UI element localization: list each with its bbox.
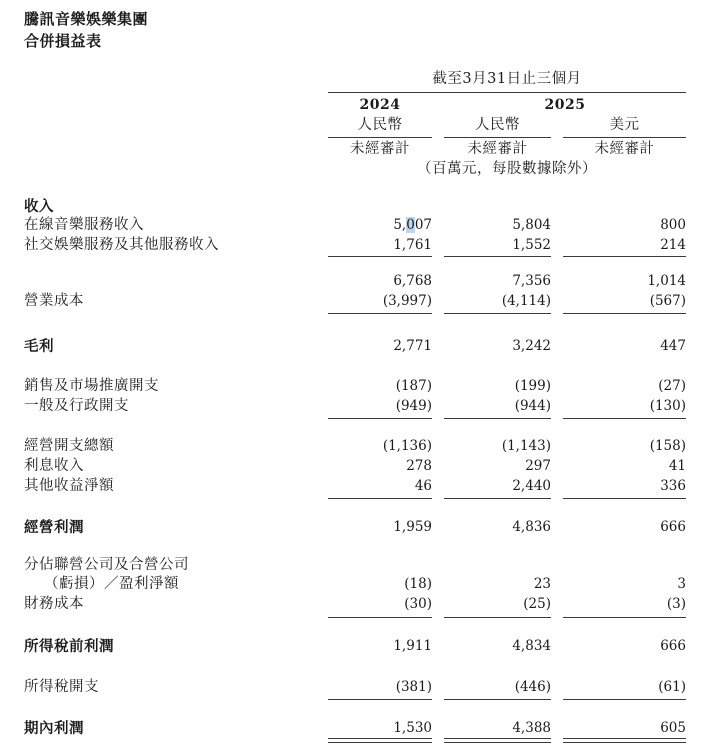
- table-row-label: 毛利: [24, 338, 54, 355]
- subtotal-rule-col3: [563, 256, 686, 257]
- table-row-label: 其他收益淨額: [24, 478, 114, 494]
- table-cell: 5,804: [512, 217, 551, 233]
- table-row-label: 銷售及市場推廣開支: [24, 378, 159, 394]
- table-cell: 1,014: [647, 273, 686, 289]
- year-2025-header: 2025: [544, 97, 586, 113]
- opex-rule-col3: [563, 418, 686, 419]
- table-cell: 3,242: [512, 338, 551, 354]
- table-cell: 278: [406, 458, 432, 474]
- operating-profit-rule-col3: [563, 498, 686, 499]
- company-name: 騰訊音樂娛樂集團: [24, 10, 149, 28]
- table-cell: 666: [660, 519, 686, 535]
- gross-profit-rule-col2: [444, 313, 551, 314]
- table-cell: (4,114): [501, 293, 551, 309]
- table-cell: (18): [404, 576, 432, 592]
- table-row-label: 經營開支總額: [24, 438, 114, 454]
- table-row-label: 社交娛樂服務及其他服務收入: [24, 237, 219, 253]
- final-double-rule-col1: [328, 738, 432, 743]
- year-2024-header: 2024: [359, 97, 401, 113]
- table-cell: 2,440: [512, 478, 551, 494]
- audit-status-col3: 未經審計: [594, 141, 655, 157]
- table-row-label: 在線音樂服務收入: [24, 217, 144, 233]
- net-profit-rule-col3: [563, 699, 686, 700]
- table-cell: (130): [649, 398, 686, 414]
- currency-header-col1: 人民幣: [357, 117, 403, 133]
- table-cell: (61): [658, 679, 686, 695]
- table-cell: 2,771: [393, 338, 432, 354]
- pretax-rule-col1: [328, 617, 432, 618]
- operating-profit-rule-col1: [328, 498, 432, 499]
- table-cell: (27): [658, 378, 686, 394]
- header-rule-col2: [444, 137, 551, 138]
- table-row-label: 利息收入: [24, 458, 84, 474]
- table-cell: 4,388: [512, 720, 551, 736]
- table-cell: 46: [414, 478, 432, 494]
- table-cell: 4,834: [512, 638, 551, 654]
- net-profit-rule-col1: [328, 699, 432, 700]
- header-rule-col1: [328, 137, 432, 138]
- table-cell: (381): [395, 679, 432, 695]
- table-cell: 6,768: [393, 273, 432, 289]
- table-cell: (944): [514, 398, 551, 414]
- opex-rule-col2: [444, 418, 551, 419]
- table-cell: (567): [649, 293, 686, 309]
- table-row-label: 所得稅前利潤: [24, 638, 114, 655]
- period-header: 截至3月31日止三個月: [432, 71, 582, 87]
- table-cell: (30): [404, 596, 432, 612]
- table-cell: 41: [668, 458, 686, 474]
- subtotal-rule-col1: [328, 256, 432, 257]
- table-cell: (158): [649, 438, 686, 454]
- opex-rule-col1: [328, 418, 432, 419]
- audit-status-col2: 未經審計: [467, 141, 528, 157]
- net-profit-rule-col2: [444, 699, 551, 700]
- table-cell: (25): [523, 596, 551, 612]
- table-cell: (1,136): [382, 438, 432, 454]
- table-row-label: （虧損）／盈利淨額: [44, 576, 179, 592]
- pretax-rule-col3: [563, 617, 686, 618]
- table-cell: 23: [533, 576, 551, 592]
- table-cell: 605: [660, 720, 686, 736]
- table-cell: (1,143): [501, 438, 551, 454]
- table-cell: [312, 216, 432, 235]
- table-row-label: 經營利潤: [24, 519, 84, 536]
- table-row-label: 期內利潤: [24, 720, 84, 737]
- table-row-label: 營業成本: [24, 293, 84, 309]
- table-cell: 3: [677, 576, 686, 592]
- statement-name: 合併損益表: [24, 32, 102, 50]
- currency-header-col3: 美元: [609, 117, 640, 133]
- table-cell: 297: [525, 458, 551, 474]
- header-rule-col3: [563, 137, 686, 138]
- table-row-label: 收入: [24, 198, 54, 215]
- table-cell: (949): [395, 398, 432, 414]
- cell-text-selected: 0: [406, 217, 415, 233]
- table-cell: (187): [395, 378, 432, 394]
- final-double-rule-col3: [563, 738, 686, 743]
- operating-profit-rule-col2: [444, 498, 551, 499]
- currency-header-col2: 人民幣: [475, 117, 520, 133]
- table-cell: (3,997): [382, 293, 432, 309]
- table-cell: (3): [666, 596, 686, 612]
- table-cell: 1,530: [393, 720, 432, 736]
- table-cell: 336: [660, 478, 686, 494]
- table-cell: 7,356: [512, 273, 551, 289]
- gross-profit-rule-col3: [563, 313, 686, 314]
- subtotal-rule-col2: [444, 256, 551, 257]
- table-cell: 214: [660, 237, 686, 253]
- table-cell: 800: [660, 217, 686, 233]
- table-cell: 1,959: [393, 519, 432, 535]
- table-row-label: 財務成本: [24, 596, 84, 612]
- table-cell: 4,836: [512, 519, 551, 535]
- table-cell: (199): [514, 378, 551, 394]
- table-cell: (446): [514, 679, 551, 695]
- unit-note: （百萬元，每股數據除外）: [417, 161, 597, 177]
- cell-text-part: 07: [414, 217, 432, 233]
- final-double-rule-col2: [444, 738, 551, 743]
- table-row-label: 分佔聯營公司及合營公司: [24, 557, 189, 573]
- gross-profit-rule-col1: [328, 313, 432, 314]
- page-title: [24, 8, 148, 52]
- header-rule-top: [328, 92, 686, 93]
- table-row-label: 所得稅開支: [24, 679, 99, 695]
- table-cell: 1,761: [393, 237, 432, 253]
- pretax-rule-col2: [444, 617, 551, 618]
- table-cell: 666: [660, 638, 686, 654]
- table-cell: 1,911: [393, 638, 432, 654]
- audit-status-col1: 未經審計: [350, 141, 410, 157]
- table-cell: 1,552: [512, 237, 551, 253]
- table-cell: 447: [660, 338, 686, 354]
- cell-text-part: 5,: [393, 217, 407, 233]
- table-row-label: 一般及行政開支: [24, 398, 129, 414]
